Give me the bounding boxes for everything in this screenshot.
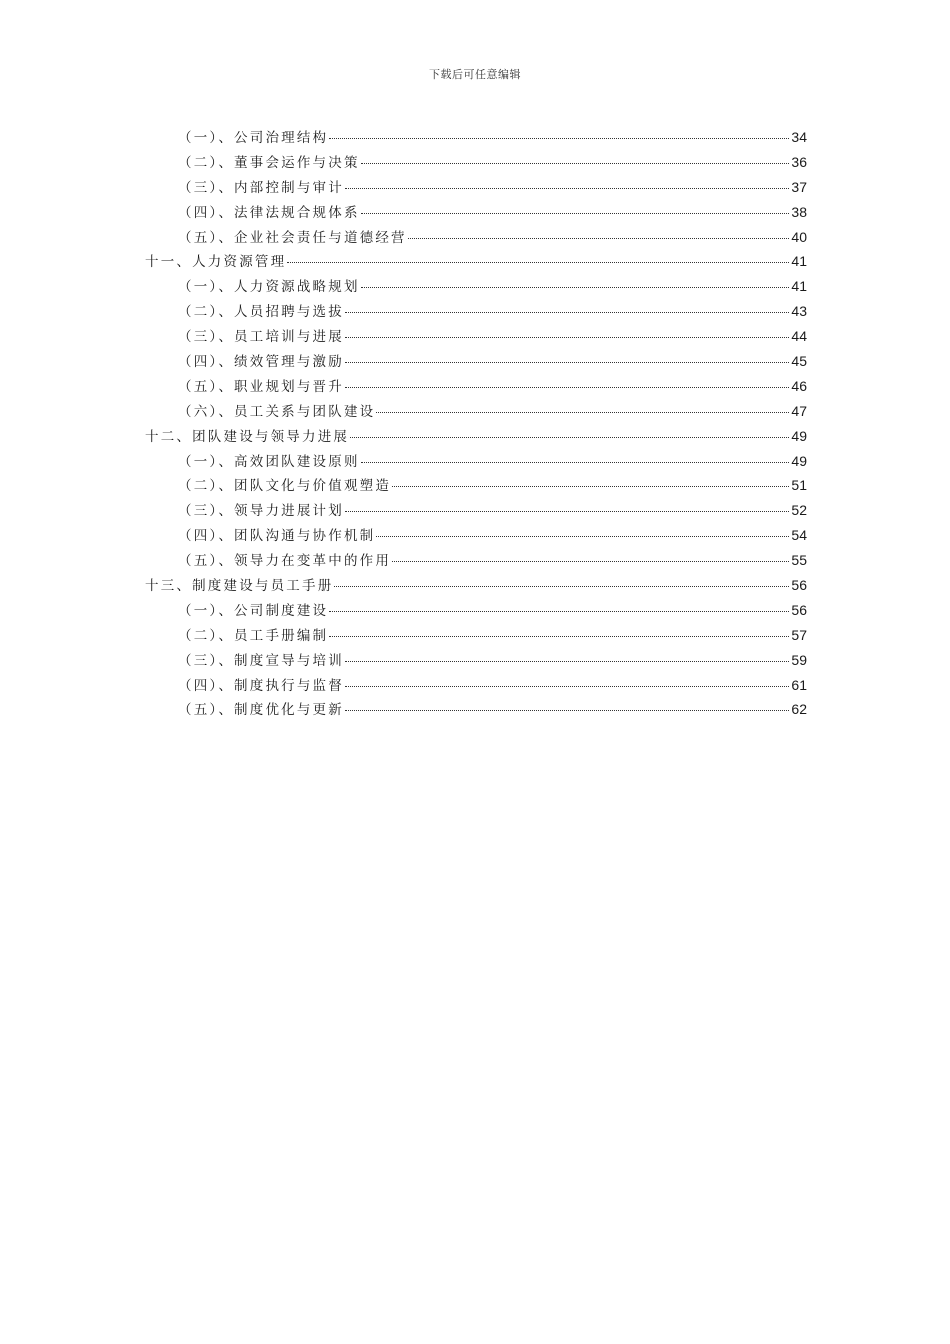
toc-section-entry[interactable] (145, 649, 807, 674)
toc-entry-page-number: 51 (791, 477, 807, 494)
toc-entry-label: （五）、职业规划与晋升 (178, 378, 344, 395)
toc-section-entry[interactable] (145, 151, 807, 176)
toc-section-entry[interactable] (145, 674, 807, 699)
toc-entry-label: （六）、员工关系与团队建设 (178, 403, 376, 420)
toc-entry-page-number: 41 (791, 253, 807, 270)
toc-entry-page-number: 49 (791, 452, 807, 469)
toc-entry-page-number: 46 (791, 377, 807, 394)
toc-entry-label: （五）、企业社会责任与道德经营 (178, 229, 407, 246)
toc-dot-leader (345, 686, 789, 687)
table-of-contents (145, 126, 807, 723)
toc-dot-leader (345, 710, 789, 711)
toc-entry-label: （五）、领导力在变革中的作用 (178, 553, 392, 570)
toc-entry-label: （四）、绩效管理与激励 (178, 354, 344, 371)
toc-entry-label: （三）、内部控制与审计 (178, 179, 344, 196)
toc-entry-label: （一）、高效团队建设原则 (178, 453, 360, 470)
toc-entry-label: （二）、人员招聘与选拔 (178, 304, 344, 321)
toc-dot-leader (345, 387, 789, 388)
toc-section-entry[interactable] (145, 524, 807, 549)
toc-entry-page-number: 56 (791, 577, 807, 594)
toc-dot-leader (345, 511, 789, 512)
toc-dot-leader (361, 462, 790, 463)
toc-entry-page-number: 41 (791, 278, 807, 295)
toc-entry-page-number: 62 (791, 701, 807, 718)
toc-dot-leader (345, 188, 789, 189)
toc-entry-label: 十三、制度建设与员工手册 (145, 578, 334, 595)
toc-entry-page-number: 34 (791, 129, 807, 145)
toc-dot-leader (329, 138, 789, 139)
toc-dot-leader (392, 561, 789, 562)
toc-entry-label: （三）、领导力进展计划 (178, 503, 344, 520)
toc-chapter-entry[interactable] (145, 250, 807, 275)
toc-dot-leader (334, 586, 789, 587)
toc-section-entry[interactable] (145, 375, 807, 400)
toc-dot-leader (345, 337, 789, 338)
toc-entry-page-number: 44 (791, 328, 807, 345)
toc-section-entry[interactable] (145, 126, 807, 151)
toc-dot-leader (392, 486, 789, 487)
toc-section-entry[interactable] (145, 350, 807, 375)
toc-section-entry[interactable] (145, 201, 807, 226)
toc-entry-page-number: 55 (791, 552, 807, 569)
toc-section-entry[interactable] (145, 400, 807, 425)
toc-section-entry[interactable] (145, 624, 807, 649)
toc-entry-page-number: 40 (791, 228, 807, 245)
toc-section-entry[interactable] (145, 549, 807, 574)
toc-entry-page-number: 37 (791, 178, 807, 195)
toc-dot-leader (287, 262, 789, 263)
toc-chapter-entry[interactable] (145, 425, 807, 450)
toc-dot-leader (361, 213, 790, 214)
toc-entry-page-number: 36 (791, 153, 807, 170)
toc-entry-page-number: 59 (791, 651, 807, 668)
toc-entry-label: （一）、人力资源战略规划 (178, 279, 360, 296)
toc-dot-leader (350, 437, 789, 438)
toc-entry-label: （四）、制度执行与监督 (178, 677, 344, 694)
toc-dot-leader (345, 312, 789, 313)
toc-entry-label: 十二、团队建设与领导力进展 (145, 428, 350, 445)
toc-entry-page-number: 52 (791, 502, 807, 519)
toc-entry-label: （二）、董事会运作与决策 (178, 154, 360, 171)
page-header-note: 下载后可任意编辑 (429, 68, 521, 81)
toc-entry-page-number: 49 (791, 427, 807, 444)
toc-section-entry[interactable] (145, 300, 807, 325)
toc-dot-leader (329, 611, 789, 612)
toc-entry-label: （四）、团队沟通与协作机制 (178, 528, 376, 545)
toc-dot-leader (361, 287, 790, 288)
toc-entry-label: （三）、员工培训与进展 (178, 329, 344, 346)
toc-entry-page-number: 45 (791, 353, 807, 370)
toc-dot-leader (329, 636, 789, 637)
toc-entry-label: （五）、制度优化与更新 (178, 702, 344, 719)
toc-entry-label: （三）、制度宣导与培训 (178, 652, 344, 669)
toc-entry-page-number: 54 (791, 527, 807, 544)
toc-section-entry[interactable] (145, 499, 807, 524)
toc-section-entry[interactable] (145, 325, 807, 350)
toc-dot-leader (376, 536, 789, 537)
toc-section-entry[interactable] (145, 176, 807, 201)
toc-section-entry[interactable] (145, 474, 807, 499)
toc-entry-label: （一）、公司治理结构 (178, 130, 329, 146)
toc-entry-page-number: 61 (791, 676, 807, 693)
toc-dot-leader (408, 238, 790, 239)
toc-section-entry[interactable] (145, 698, 807, 723)
toc-section-entry[interactable] (145, 226, 807, 251)
toc-dot-leader (361, 163, 790, 164)
toc-entry-page-number: 43 (791, 303, 807, 320)
toc-entry-page-number: 47 (791, 402, 807, 419)
toc-dot-leader (345, 661, 789, 662)
toc-section-entry[interactable] (145, 275, 807, 300)
toc-entry-label: （二）、员工手册编制 (178, 627, 329, 644)
toc-entry-label: （二）、团队文化与价值观塑造 (178, 478, 392, 495)
toc-dot-leader (376, 412, 789, 413)
toc-entry-label: 十一、人力资源管理 (145, 254, 287, 271)
toc-entry-label: （一）、公司制度建设 (178, 602, 329, 619)
toc-section-entry[interactable] (145, 450, 807, 475)
toc-entry-page-number: 57 (791, 626, 807, 643)
toc-entry-page-number: 56 (791, 601, 807, 618)
toc-entry-page-number: 38 (791, 203, 807, 220)
toc-chapter-entry[interactable] (145, 574, 807, 599)
toc-entry-label: （四）、法律法规合规体系 (178, 204, 360, 221)
toc-dot-leader (345, 362, 789, 363)
toc-section-entry[interactable] (145, 599, 807, 624)
